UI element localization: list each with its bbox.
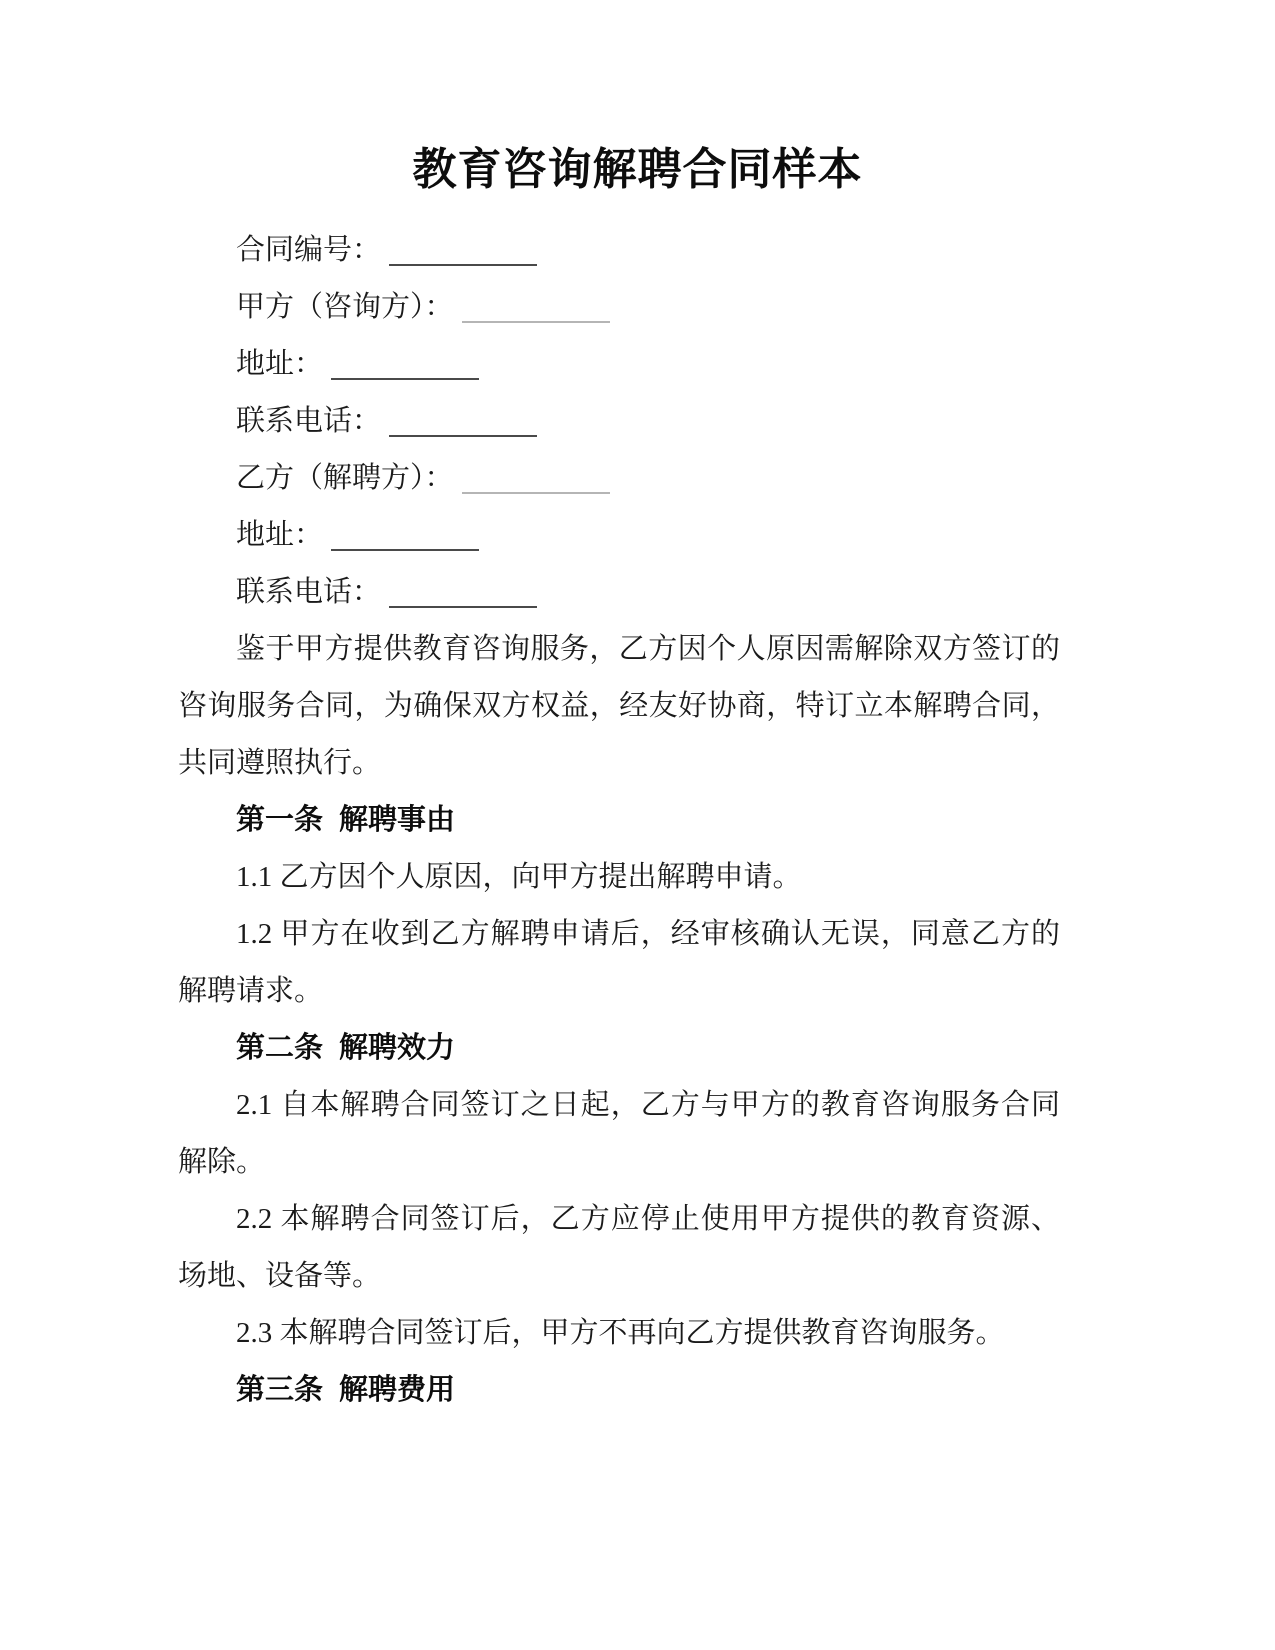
field-label: 乙方（解聘方）： (236, 462, 454, 494)
clause-1-1: 1.1 乙方因个人原因，向甲方提出解聘申请。 (236, 861, 802, 893)
field-label: 合同编号： (236, 234, 382, 266)
clause-2-2: 2.2 本解聘合同签订后，乙方应停止使用甲方提供的教育资源、场地、设备等。 (178, 1203, 1060, 1292)
clause-2-1: 2.1 自本解聘合同签订之日起，乙方与甲方的教育咨询服务合同解除。 (178, 1089, 1060, 1178)
blank-line (462, 287, 610, 323)
field-label: 甲方（咨询方）： (236, 291, 454, 323)
blank-line (331, 344, 479, 380)
blank-line (331, 515, 479, 551)
document-body (0, 222, 1275, 1419)
field-label: 地址： (236, 348, 324, 380)
blank-line (389, 572, 537, 608)
blank-line (389, 230, 537, 266)
field-party-a-address (178, 336, 1060, 393)
blank-line (462, 458, 610, 494)
blank-line (389, 401, 537, 437)
field-contract-number (178, 222, 1060, 279)
field-label: 联系电话： (236, 576, 382, 608)
section-1-heading: 第一条 解聘事由 (236, 804, 456, 836)
page-title: 教育咨询解聘合同样本 (412, 145, 863, 194)
field-party-b (178, 450, 1060, 507)
field-label: 联系电话： (236, 405, 382, 437)
field-party-b-address (178, 507, 1060, 564)
clause-1-2: 1.2 甲方在收到乙方解聘申请后，经审核确认无误，同意乙方的解聘请求。 (178, 918, 1060, 1007)
section-2-heading: 第二条 解聘效力 (236, 1032, 456, 1064)
field-party-a-phone (178, 393, 1060, 450)
field-party-b-phone (178, 564, 1060, 621)
clause-2-3: 2.3 本解聘合同签订后，甲方不再向乙方提供教育咨询服务。 (236, 1317, 1005, 1349)
section-3-heading: 第三条 解聘费用 (236, 1374, 456, 1406)
field-label: 地址： (236, 519, 324, 551)
field-party-a (178, 279, 1060, 336)
preamble-paragraph: 鉴于甲方提供教育咨询服务，乙方因个人原因需解除双方签订的咨询服务合同，为确保双方权益，经友好协商，特订立本解聘合同，共同遵照执行。 (178, 633, 1060, 779)
